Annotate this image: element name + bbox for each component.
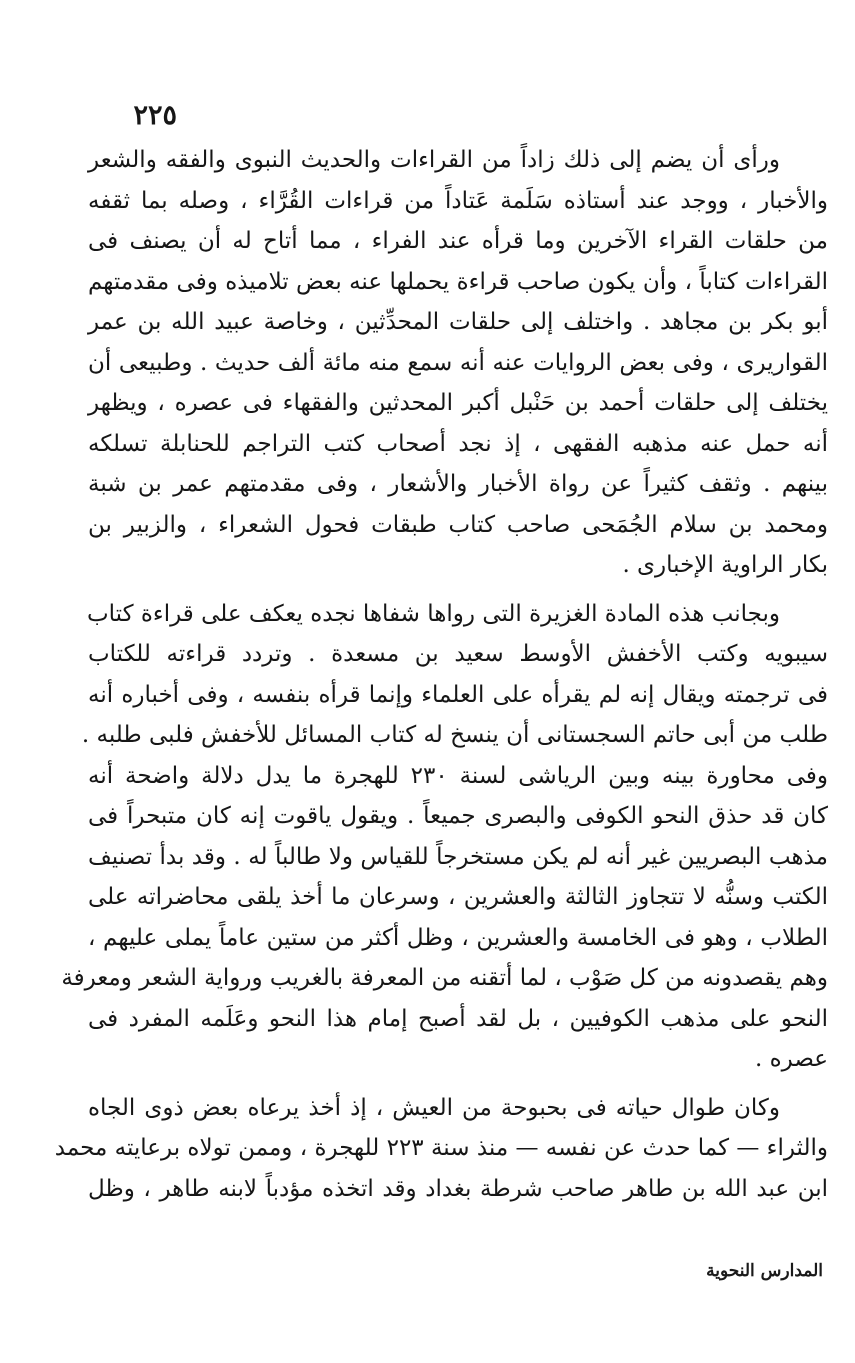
text-line: الطلاب ، وهو فى الخامسة والعشرين ، وظل أكثر من ستين عاماً يملى عليهم ، <box>88 924 828 951</box>
body-text <box>54 140 829 1217</box>
text-line: بكار الراوية الإخبارى . <box>622 552 828 578</box>
text-line: عصره . <box>754 1046 828 1072</box>
text-line: القواريرى ، وفى بعض الروايات عنه أنه سمع منه مائة ألف حديث . وطبيعى أن <box>88 349 828 376</box>
paragraph <box>88 140 828 586</box>
paragraph <box>54 1088 828 1210</box>
text-line: الكتب وسنُّه لا تتجاوز الثالثة والعشرين ، وسرعان ما أخذ يلقى محاضراته على <box>88 884 828 910</box>
text-line: النحو على مذهب الكوفيين ، بل لقد أصبح إمام هذا النحو وعَلَمه المفرد فى <box>88 1005 828 1032</box>
paragraph <box>61 594 829 1080</box>
text-line: وبجانب هذه المادة الغزيرة التى رواها شفاها نجده يعكف على قراءة كتاب <box>86 600 780 627</box>
text-line: كان قد حذق النحو الكوفى والبصرى جميعاً . ويقول ياقوت إنه كان متبحراً فى <box>88 803 828 829</box>
text-line: أبو بكر بن مجاهد . واختلف إلى حلقات المحدِّثين ، وخاصة عبيد الله بن عمر <box>88 309 828 335</box>
text-line: ابن عبد الله بن طاهر صاحب شرطة بغداد وقد اتخذه مؤدباً لابنه طاهر ، وظل <box>88 1175 828 1202</box>
text-line: فى ترجمته ويقال إنه لم يقرأه على العلماء وإنما قرأه بنفسه ، وفى أخباره أنه <box>88 681 828 708</box>
page-number: ٢٢٥ <box>133 100 177 131</box>
text-line: وكان طوال حياته فى بحبوحة من العيش ، إذ أخذ يرعاه بعض ذوى الجاه <box>88 1094 780 1121</box>
text-line: بينهم . وثقف كثيراً عن رواة الأخبار والأشعار ، وفى مقدمتهم عمر بن شبة <box>88 471 828 497</box>
text-line: ورأى أن يضم إلى ذلك زاداً من القراءات والحديث النبوى والفقه والشعر <box>88 147 780 173</box>
text-line: أنه حمل عنه مذهبه الفقهى ، إذ نجد أصحاب كتب التراجم للحنابلة تسلكه <box>88 430 828 457</box>
text-line: مذهب البصريين غير أنه لم يكن مستخرجاً للقياس ولا طالباً له . وقد بدأ تصنيف <box>88 843 828 870</box>
text-line: سيبويه وكتب الأخفش الأوسط سعيد بن مسعدة . وتردد قراءته للكتاب <box>88 641 828 667</box>
text-line: والأخبار ، ووجد عند أستاذه سَلَمة عَتاداً من قراءات القُرَّاء ، وصله بما ثقفه <box>88 187 828 214</box>
text-line: وفى محاورة بينه وبين الرياشى لسنة ٢٣٠ للهجرة ما يدل دلالة واضحة أنه <box>88 762 829 789</box>
text-line: ومحمد بن سلام الجُمَحى صاحب كتاب طبقات فحول الشعراء ، والزبير بن <box>88 511 828 538</box>
text-line: طلب من أبى حاتم السجستانى أن ينسخ له كتاب المسائل للأخفش فلبى طلبه . <box>81 722 828 748</box>
text-line: القراءات كتاباً ، وأن يكون صاحب قراءة يحملها عنه بعض تلاميذه وفى مقدمتهم <box>88 268 828 295</box>
text-line: وهم يقصدونه من كل صَوْب ، لما أتقنه من المعرفة بالغريب ورواية الشعر ومعرفة <box>61 965 828 991</box>
text-line: من حلقات القراء الآخرين وما قرأه عند الفراء ، مما أتاح له أن يصنف فى <box>88 228 828 254</box>
book-title-footer: المدارس النحوية <box>706 1261 823 1281</box>
text-line: والثراء — كما حدث عن نفسه — منذ سنة ٢٢٣ للهجرة ، وممن تولاه برعايته محمد <box>54 1135 828 1161</box>
text-line: يختلف إلى حلقات أحمد بن حَنْبل أكبر المحدثين والفقهاء فى عصره ، ويظهر <box>88 390 828 416</box>
